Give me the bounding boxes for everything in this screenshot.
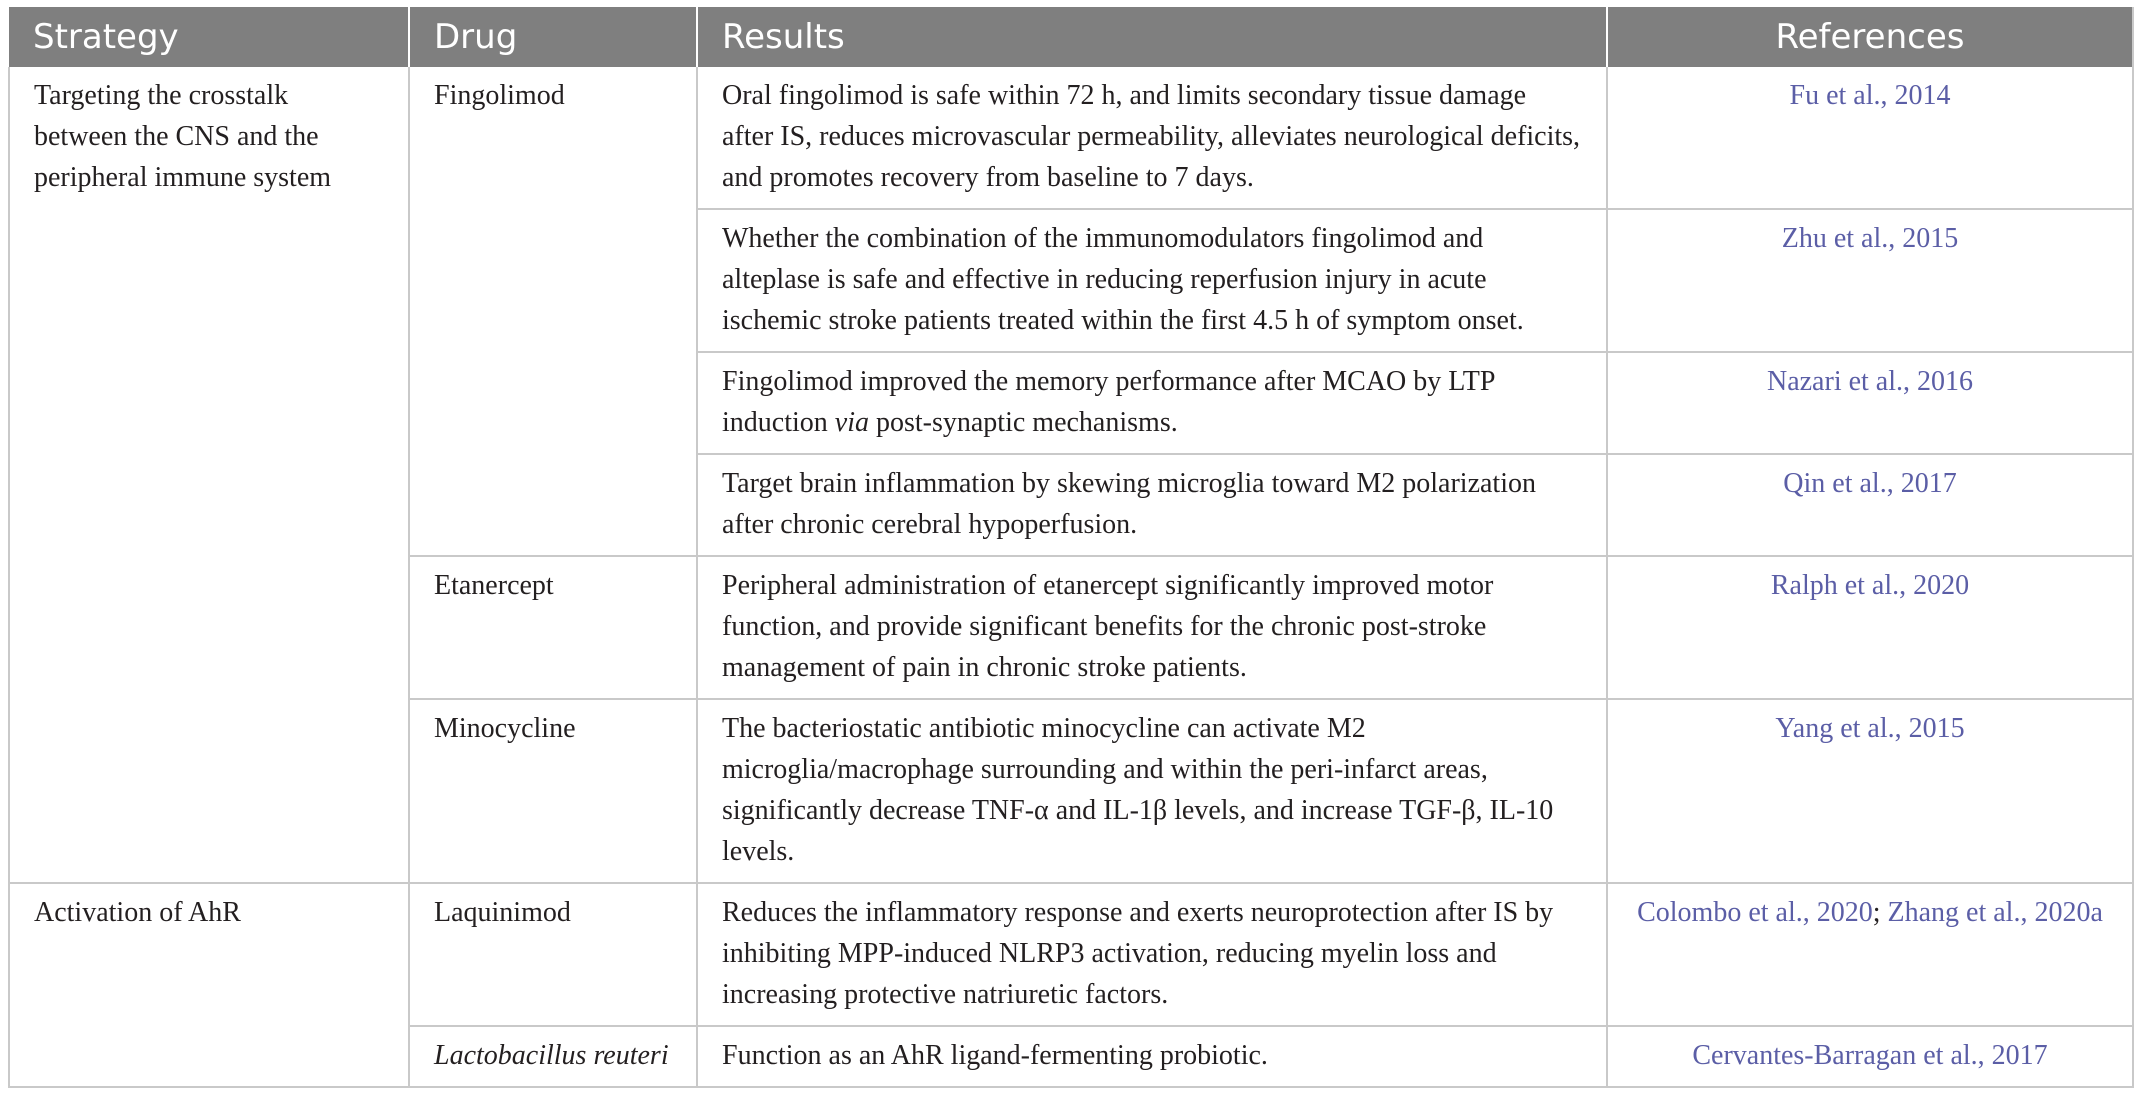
table-row [9,883,2133,1026]
header-results: Results [697,7,1607,67]
reference-cell [1607,1026,2133,1087]
header-strategy: Strategy [9,7,409,67]
drug-cell: Etanercept [409,556,697,699]
reference-cell [1607,556,2133,699]
result-cell: Function as an AhR ligand-fermenting probiotic. [697,1026,1607,1087]
result-cell: Whether the combination of the immunomodulators fingolimod and alteplase is safe and effective in reducing reperfusion injury in acute ischemic stroke patients treated within the first 4.5 h of symptom onset. [697,209,1607,352]
reference-separator: ; [1872,897,1881,928]
header-drug: Drug [409,7,697,67]
result-cell: Target brain inflammation by skewing microglia toward M2 polarization after chronic cerebral hypoperfusion. [697,454,1607,556]
result-cell: Fingolimod improved the memory performance after MCAO by LTP induction via post-synaptic mechanisms. [697,352,1607,454]
table-header-row [9,7,2133,67]
strategy-cell: Activation of AhR [9,883,409,1087]
result-cell: Oral fingolimod is safe within 72 h, and limits secondary tissue damage after IS, reduces microvascular permeability, alleviates neurological deficits, and promotes recovery from baseline to 7 days. [697,67,1607,209]
drug-cell: Fingolimod [409,67,697,556]
reference-cell [1607,883,2133,1026]
result-cell: Peripheral administration of etanercept significantly improved motor function, and provide significant benefits for the chronic post-stroke management of pain in chronic stroke patients. [697,556,1607,699]
result-cell: Reduces the inflammatory response and exerts neuroprotection after IS by inhibiting MPP-induced NLRP3 activation, reducing myelin loss and increasing protective natriuretic factors. [697,883,1607,1026]
header-references: References [1607,7,2133,67]
reference-link[interactable]: Yang et al., 2015 [1775,713,1965,744]
strategy-cell: Targeting the crosstalk between the CNS and the peripheral immune system [9,67,409,883]
drug-cell: Laquinimod [409,883,697,1026]
reference-cell [1607,352,2133,454]
reference-link[interactable]: Nazari et al., 2016 [1766,366,1974,397]
data-table [8,7,2134,1088]
reference-link[interactable]: Qin et al., 2017 [1783,468,1957,499]
drug-cell: Minocycline [409,699,697,883]
drug-cell: Lactobacillus reuteri [409,1026,697,1087]
table-row [9,67,2133,209]
reference-link[interactable]: Fu et al., 2014 [1789,80,1951,111]
reference-cell [1607,699,2133,883]
reference-cell [1607,209,2133,352]
reference-link[interactable]: Ralph et al., 2020 [1770,570,1970,601]
reference-link[interactable]: Cervantes-Barragan et al., 2017 [1692,1040,2048,1071]
reference-link[interactable]: Colombo et al., 2020 [1637,897,1873,928]
result-cell: The bacteriostatic antibiotic minocycline can activate M2 microglia/macrophage surrounding and within the peri-infarct areas, significantly decrease TNF-α and IL-1β levels, and increase TGF-β, IL-10 levels. [697,699,1607,883]
reference-link[interactable]: Zhu et al., 2015 [1781,223,1959,254]
data-table-container [8,7,2132,1088]
reference-cell [1607,454,2133,556]
reference-cell [1607,67,2133,209]
reference-link[interactable]: Zhang et al., 2020a [1887,897,2103,928]
